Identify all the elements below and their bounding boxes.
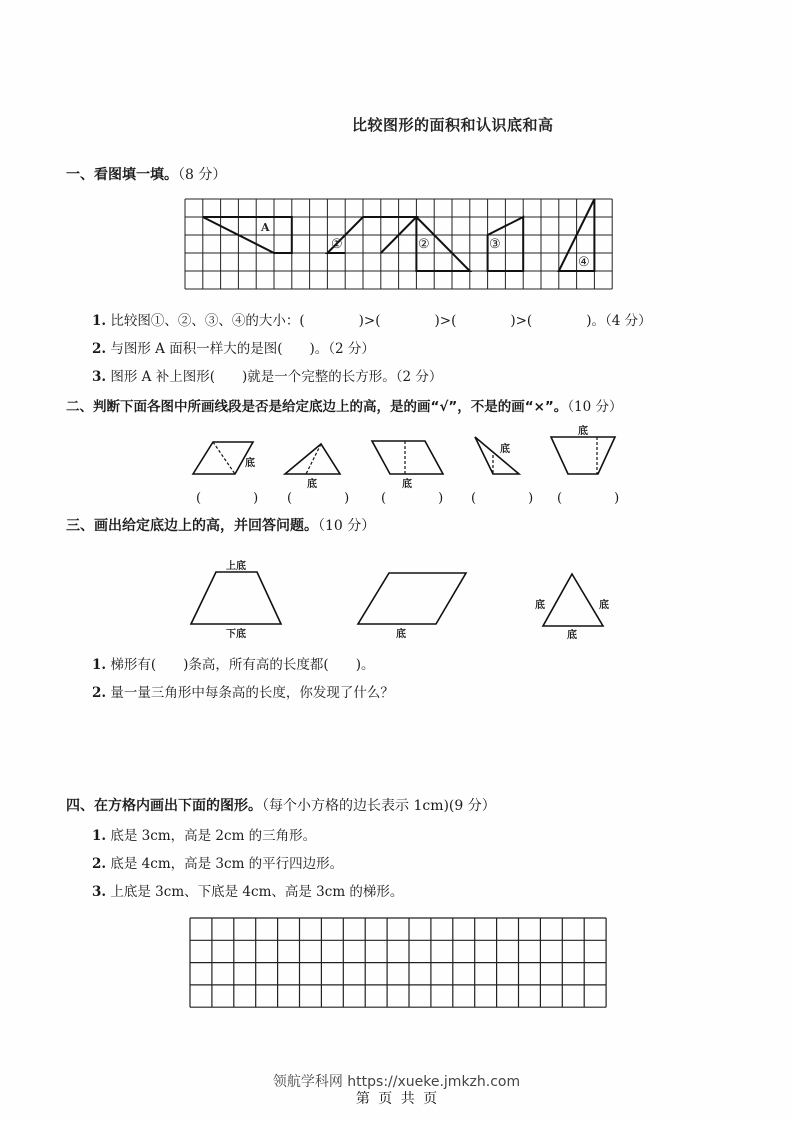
section2-heading-text: 二、判断下面各图中所画线段是否是给定底边上的高，是的画“√”，不是的画“×”。 xyxy=(66,399,568,415)
s4-question-2 xyxy=(92,852,343,872)
s1-q3-text: 图形 A 补上图形( )就是一个完整的长方形。（2 分） xyxy=(110,369,443,385)
s4-q2-num: 2. xyxy=(92,856,107,872)
s4-q2-text: 底是 4cm，高是 3cm 的平行四边形。 xyxy=(110,856,344,872)
section3-heading-text: 三、画出给定底边上的高，并回答问题。 xyxy=(66,518,318,534)
s1-q2-num: 2. xyxy=(92,341,107,357)
s3-q1-text: 梯形有( )条高，所有高的长度都( )。 xyxy=(110,657,375,673)
s1-q3-num: 3. xyxy=(92,369,107,385)
figure-4-label: ④ xyxy=(578,255,590,270)
s4-q1-num: 1. xyxy=(92,828,107,844)
s3-q1-num: 1. xyxy=(92,657,107,673)
s2-dashed-2 xyxy=(306,444,321,474)
s3-triangle-right-label: 底 xyxy=(599,600,609,611)
s3-question-2 xyxy=(92,681,394,701)
s1-q2-text: 与图形 A 面积一样大的是图( )。（2 分） xyxy=(110,341,375,357)
s2-base-label-1: 底 xyxy=(245,458,255,469)
s2-dashed-1 xyxy=(213,442,235,474)
s2-triangle-2 xyxy=(285,444,340,474)
s1-question-1 xyxy=(92,309,652,329)
s3-parallelogram-base-label: 底 xyxy=(396,629,406,640)
section2-heading xyxy=(66,395,623,415)
section3-heading xyxy=(66,515,375,535)
section4-heading xyxy=(66,795,496,815)
s2-answer-5[interactable]: ( ) xyxy=(557,491,620,506)
figure-a-label: A xyxy=(261,221,270,234)
s1-q1-text: 比较图①、②、③、④的大小：( )>( )>( )>( )。（4 分） xyxy=(110,313,652,329)
s4-q3-text: 上底是 3cm、下底是 4cm、高是 3cm 的梯形。 xyxy=(110,884,404,900)
s2-answer-3[interactable]: ( ) xyxy=(381,491,444,506)
s3-parallelogram xyxy=(358,573,466,624)
section4-heading-text: 四、在方格内画出下面的图形。 xyxy=(66,798,262,814)
s2-answer-1[interactable]: ( ) xyxy=(196,491,259,506)
s4-q1-text: 底是 3cm，高是 2cm 的三角形。 xyxy=(110,828,317,844)
section1-points: （8 分） xyxy=(178,167,227,183)
s2-triangle-4 xyxy=(475,437,519,474)
s4-question-1 xyxy=(92,824,316,844)
s2-parallelogram-3 xyxy=(372,441,443,474)
figure-3-label: ③ xyxy=(489,237,501,252)
page-title: 比较图形的面积和认识底和高 xyxy=(352,116,554,134)
s2-parallelogram-1 xyxy=(193,442,253,474)
grid-section1 xyxy=(185,199,612,289)
figure-1-label: ① xyxy=(331,237,343,252)
s2-answer-2[interactable]: ( ) xyxy=(287,491,350,506)
footer-page-number: 第 页 共 页 xyxy=(355,1091,438,1107)
s2-base-label-3: 底 xyxy=(402,479,412,490)
s3-top-base-label: 上底 xyxy=(226,561,246,572)
section3-points: （10 分） xyxy=(318,518,376,534)
s1-q1-num: 1. xyxy=(92,313,107,329)
section2-points: （10 分） xyxy=(567,399,623,415)
drawing-grid-section4[interactable] xyxy=(190,918,606,1007)
s3-q2-num: 2. xyxy=(92,685,107,701)
s3-triangle xyxy=(543,574,603,626)
s4-q3-num: 3. xyxy=(92,884,107,900)
s3-trapezoid xyxy=(191,572,281,624)
s3-q2-text: 量一量三角形中每条高的长度，你发现了什么？ xyxy=(110,685,394,701)
s2-trapezoid-5 xyxy=(551,437,615,474)
s3-triangle-bottom-label: 底 xyxy=(567,630,577,641)
s2-answer-4[interactable]: ( ) xyxy=(471,491,534,506)
s1-question-3 xyxy=(92,365,442,385)
s3-triangle-left-label: 底 xyxy=(535,600,545,611)
section1-heading-text: 一、看图填一填。 xyxy=(66,167,178,183)
s1-question-2 xyxy=(92,337,375,357)
s4-question-3 xyxy=(92,880,403,900)
s2-base-label-5: 底 xyxy=(578,426,588,437)
s2-base-label-2: 底 xyxy=(307,479,317,490)
s2-base-label-4: 底 xyxy=(500,444,510,455)
s3-question-1 xyxy=(92,653,374,673)
figure-2-label: ② xyxy=(418,237,430,252)
s3-bottom-base-label: 下底 xyxy=(226,629,246,640)
footer-watermark: 领航学科网 https://xueke.jmkzh.com xyxy=(272,1074,521,1090)
section4-points: （每个小方格的边长表示 1cm)(9 分） xyxy=(262,798,496,814)
